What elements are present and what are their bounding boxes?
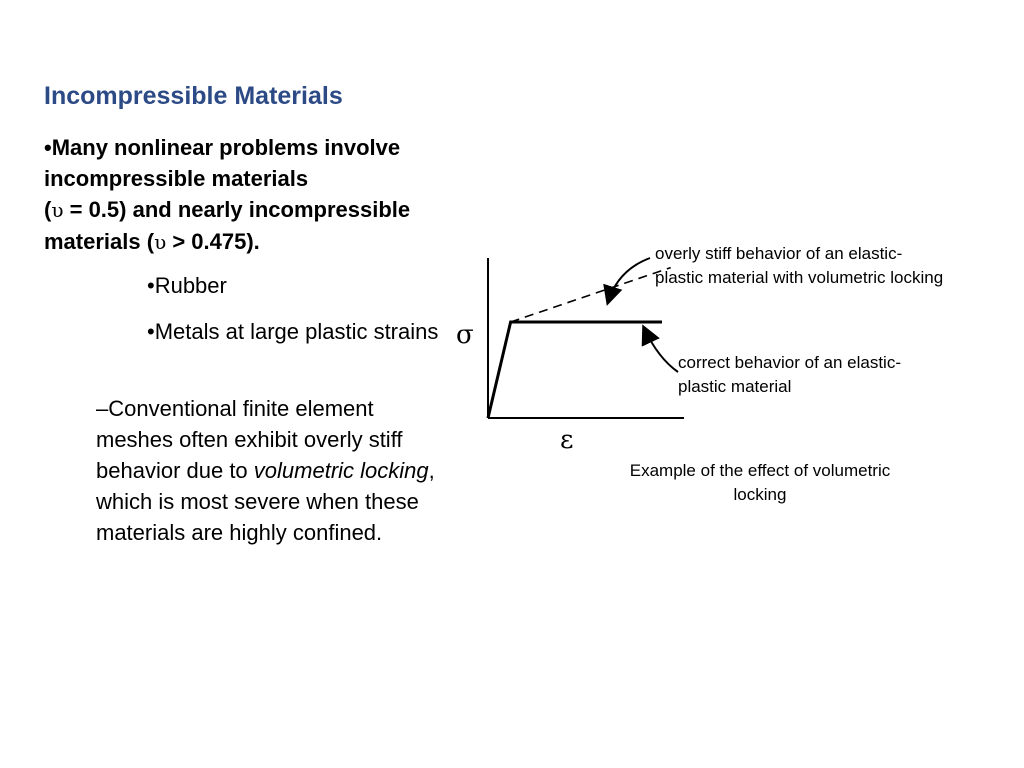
main-bullet-line1: Many nonlinear problems involve incompressible materials (44, 135, 401, 191)
arrow-stiff (608, 258, 650, 302)
figure-caption (600, 459, 920, 507)
nu-symbol-2: υ (154, 230, 167, 254)
slide-title: Incompressible Materials (44, 82, 343, 110)
main-bullet-gt-part: > 0.475). (166, 229, 260, 254)
open-paren: ( (44, 197, 52, 222)
bullet-marker: • (44, 135, 52, 160)
dash-item (96, 393, 456, 548)
sub-bullet-rubber: •Rubber (147, 273, 227, 298)
nu-symbol: υ (51, 198, 64, 222)
series-layer (488, 268, 671, 418)
annotation-stiff-line2: plastic material with volumetric locking (655, 268, 944, 287)
annotation-correct-line1: correct behavior of an elastic- (678, 353, 901, 372)
dash-item-italic: volumetric locking (253, 458, 429, 483)
series-locking-dashed (511, 268, 671, 322)
annotation-stiff-line1: overly stiff behavior of an elastic- (655, 244, 903, 263)
annotation-correct-line2: plastic material (678, 377, 792, 396)
main-bullet-eq-part: = 0.5) and nearly incompressible materials ( (44, 197, 411, 254)
dash-item-prefix: –Conventional finite element meshes often exhibit overly stiff behavior due to (96, 396, 403, 483)
arrow-correct (644, 328, 678, 372)
y-axis-label: σ (456, 320, 474, 350)
caption-line2: locking (733, 485, 787, 504)
annotation-correct (678, 351, 901, 399)
x-axis-label: ε (560, 425, 574, 455)
dash-item-suffix: , which is most severe when these materials are highly confined. (96, 458, 435, 545)
series-correct-solid (488, 322, 662, 418)
caption-line1: Example of the effect of volumetric (629, 461, 891, 480)
sub-bullet-metals: •Metals at large plastic strains (147, 319, 439, 344)
annotation-stiff (655, 242, 943, 290)
main-bullet (44, 132, 484, 258)
